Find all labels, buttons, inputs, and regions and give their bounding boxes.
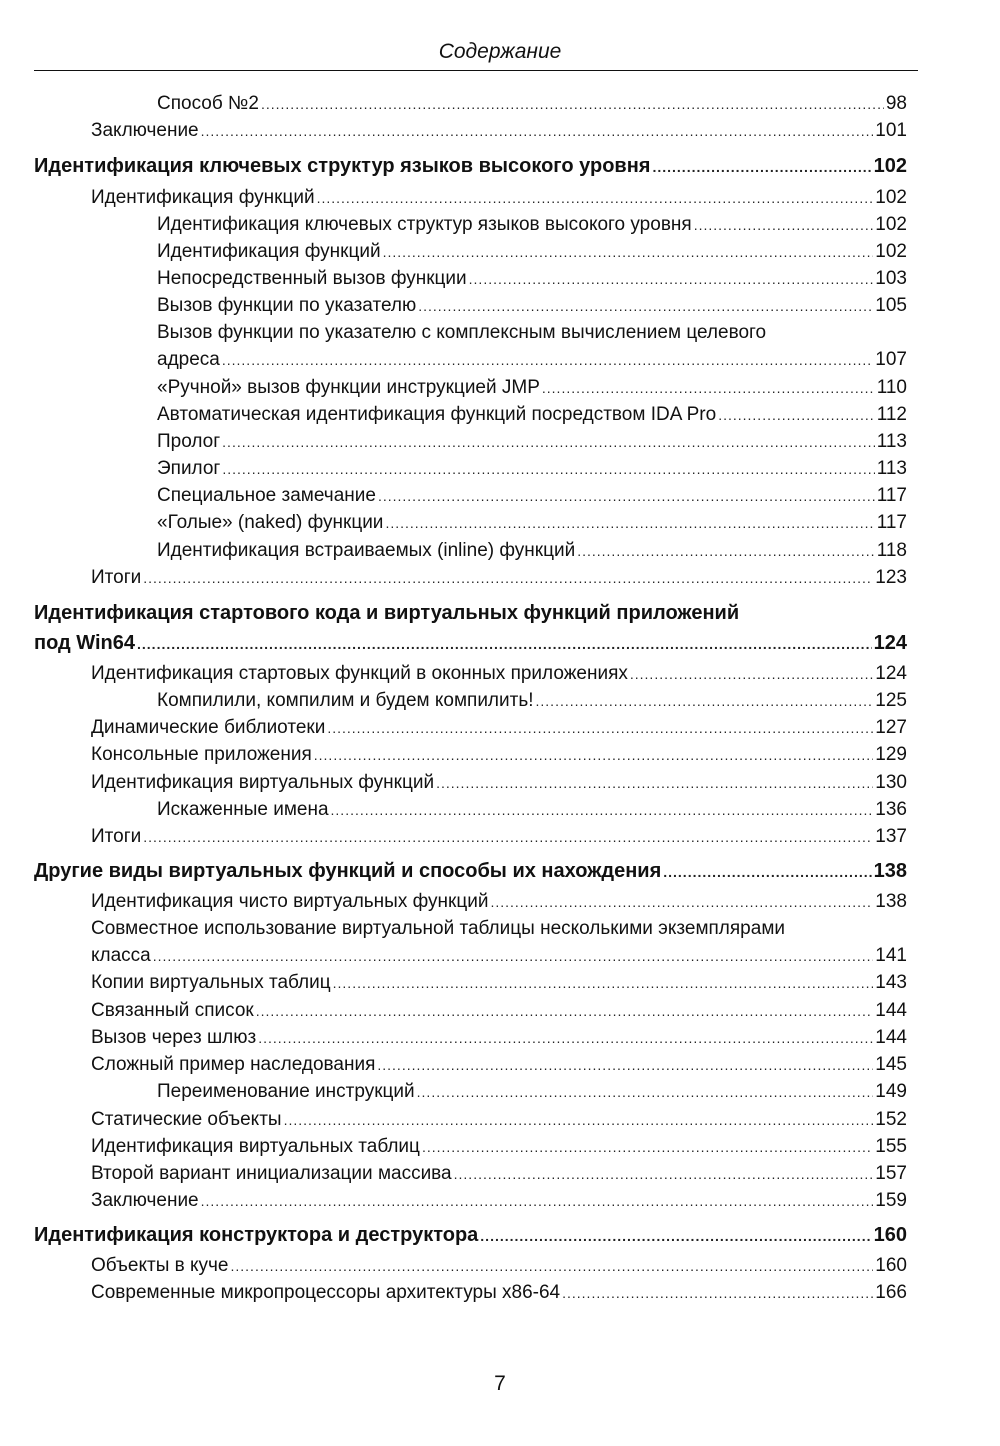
toc-entry: «Ручной» вызов функции инструкцией JMP ..... 110: [157, 374, 907, 402]
header-rule: [34, 70, 918, 71]
toc-entry: Автоматическая идентификация функций посредством IDA Pro ..... 112: [157, 401, 907, 429]
toc-entry: Второй вариант инициализации массива ..... 157: [91, 1160, 907, 1188]
toc-entry: «Голые» (naked) функции ..... 117: [157, 509, 907, 537]
toc-entry: Заключение ..... 159: [91, 1187, 907, 1215]
toc-entry: Специальное замечание ..... 117: [157, 482, 907, 510]
toc-entry: Эпилог ..... 113: [157, 455, 907, 483]
toc-entry: Искаженные имена ..... 136: [157, 796, 907, 824]
toc-chapter-entry: под Win64 ..... 124: [34, 630, 907, 658]
toc-chapter-entry: Идентификация ключевых структур языков высокого уровня ..... 102: [34, 153, 907, 181]
running-header: Содержание: [438, 40, 562, 63]
toc-entry: Пролог ..... 113: [157, 428, 907, 456]
toc-entry-first-line: Совместное использование виртуальной таблицы несколькими экземплярами: [91, 918, 785, 939]
toc-entry: Непосредственный вызов функции ..... 103: [157, 265, 907, 293]
toc-entry: Идентификация стартовых функций в оконных приложениях ..... 124: [91, 660, 907, 688]
toc-entry-first-line: Вызов функции по указателю с комплексным вычислением целевого: [157, 322, 767, 343]
toc-entry: Вызов через шлюз ..... 144: [91, 1024, 907, 1052]
toc-entry: Консольные приложения ..... 129: [91, 741, 907, 769]
toc-entry: Динамические библиотеки ..... 127: [91, 714, 907, 742]
toc-entry: Идентификация виртуальных таблиц ..... 155: [91, 1133, 907, 1161]
toc-entry: Объекты в куче ..... 160: [91, 1252, 907, 1280]
toc-entry: Идентификация чисто виртуальных функций ..... 138: [91, 888, 907, 916]
toc-entry: класса ..... 141: [91, 942, 907, 970]
toc-entry: Сложный пример наследования ..... 145: [91, 1051, 907, 1079]
toc-entry: Итоги ..... 137: [91, 823, 907, 851]
toc-entry: Идентификация виртуальных функций ..... 130: [91, 769, 907, 797]
toc-entry: Современные микропроцессоры архитектуры x86-64 ..... 166: [91, 1279, 907, 1307]
toc-chapter-first-line: Идентификация стартового кода и виртуальных функций приложений: [34, 602, 740, 624]
toc-entry: Заключение ..... 101: [91, 117, 907, 145]
toc-entry: Способ №2 ..... 98: [157, 90, 907, 118]
toc-chapter-entry: Идентификация конструктора и деструктора ..... 160: [34, 1222, 907, 1250]
toc-entry: Итоги ..... 123: [91, 564, 907, 592]
toc-entry: Копии виртуальных таблиц ..... 143: [91, 969, 907, 997]
toc-entry: адреса ..... 107: [157, 346, 907, 374]
toc-entry: Компилили, компилим и будем компилить! ..... 125: [157, 687, 907, 715]
toc-entry: Переименование инструкций ..... 149: [157, 1078, 907, 1106]
page-number: 7: [494, 1372, 506, 1395]
toc-entry: Вызов функции по указателю ..... 105: [157, 292, 907, 320]
toc-entry: Идентификация ключевых структур языков высокого уровня ..... 102: [157, 211, 907, 239]
toc-entry: Идентификация функций ..... 102: [157, 238, 907, 266]
toc-entry: Идентификация функций ..... 102: [91, 184, 907, 212]
toc-entry: Статические объекты ..... 152: [91, 1106, 907, 1134]
toc-entry: Идентификация встраиваемых (inline) функций ..... 118: [157, 537, 907, 565]
toc-entry: Связанный список ..... 144: [91, 997, 907, 1025]
toc-chapter-entry: Другие виды виртуальных функций и способы их нахождения ..... 138: [34, 858, 907, 886]
